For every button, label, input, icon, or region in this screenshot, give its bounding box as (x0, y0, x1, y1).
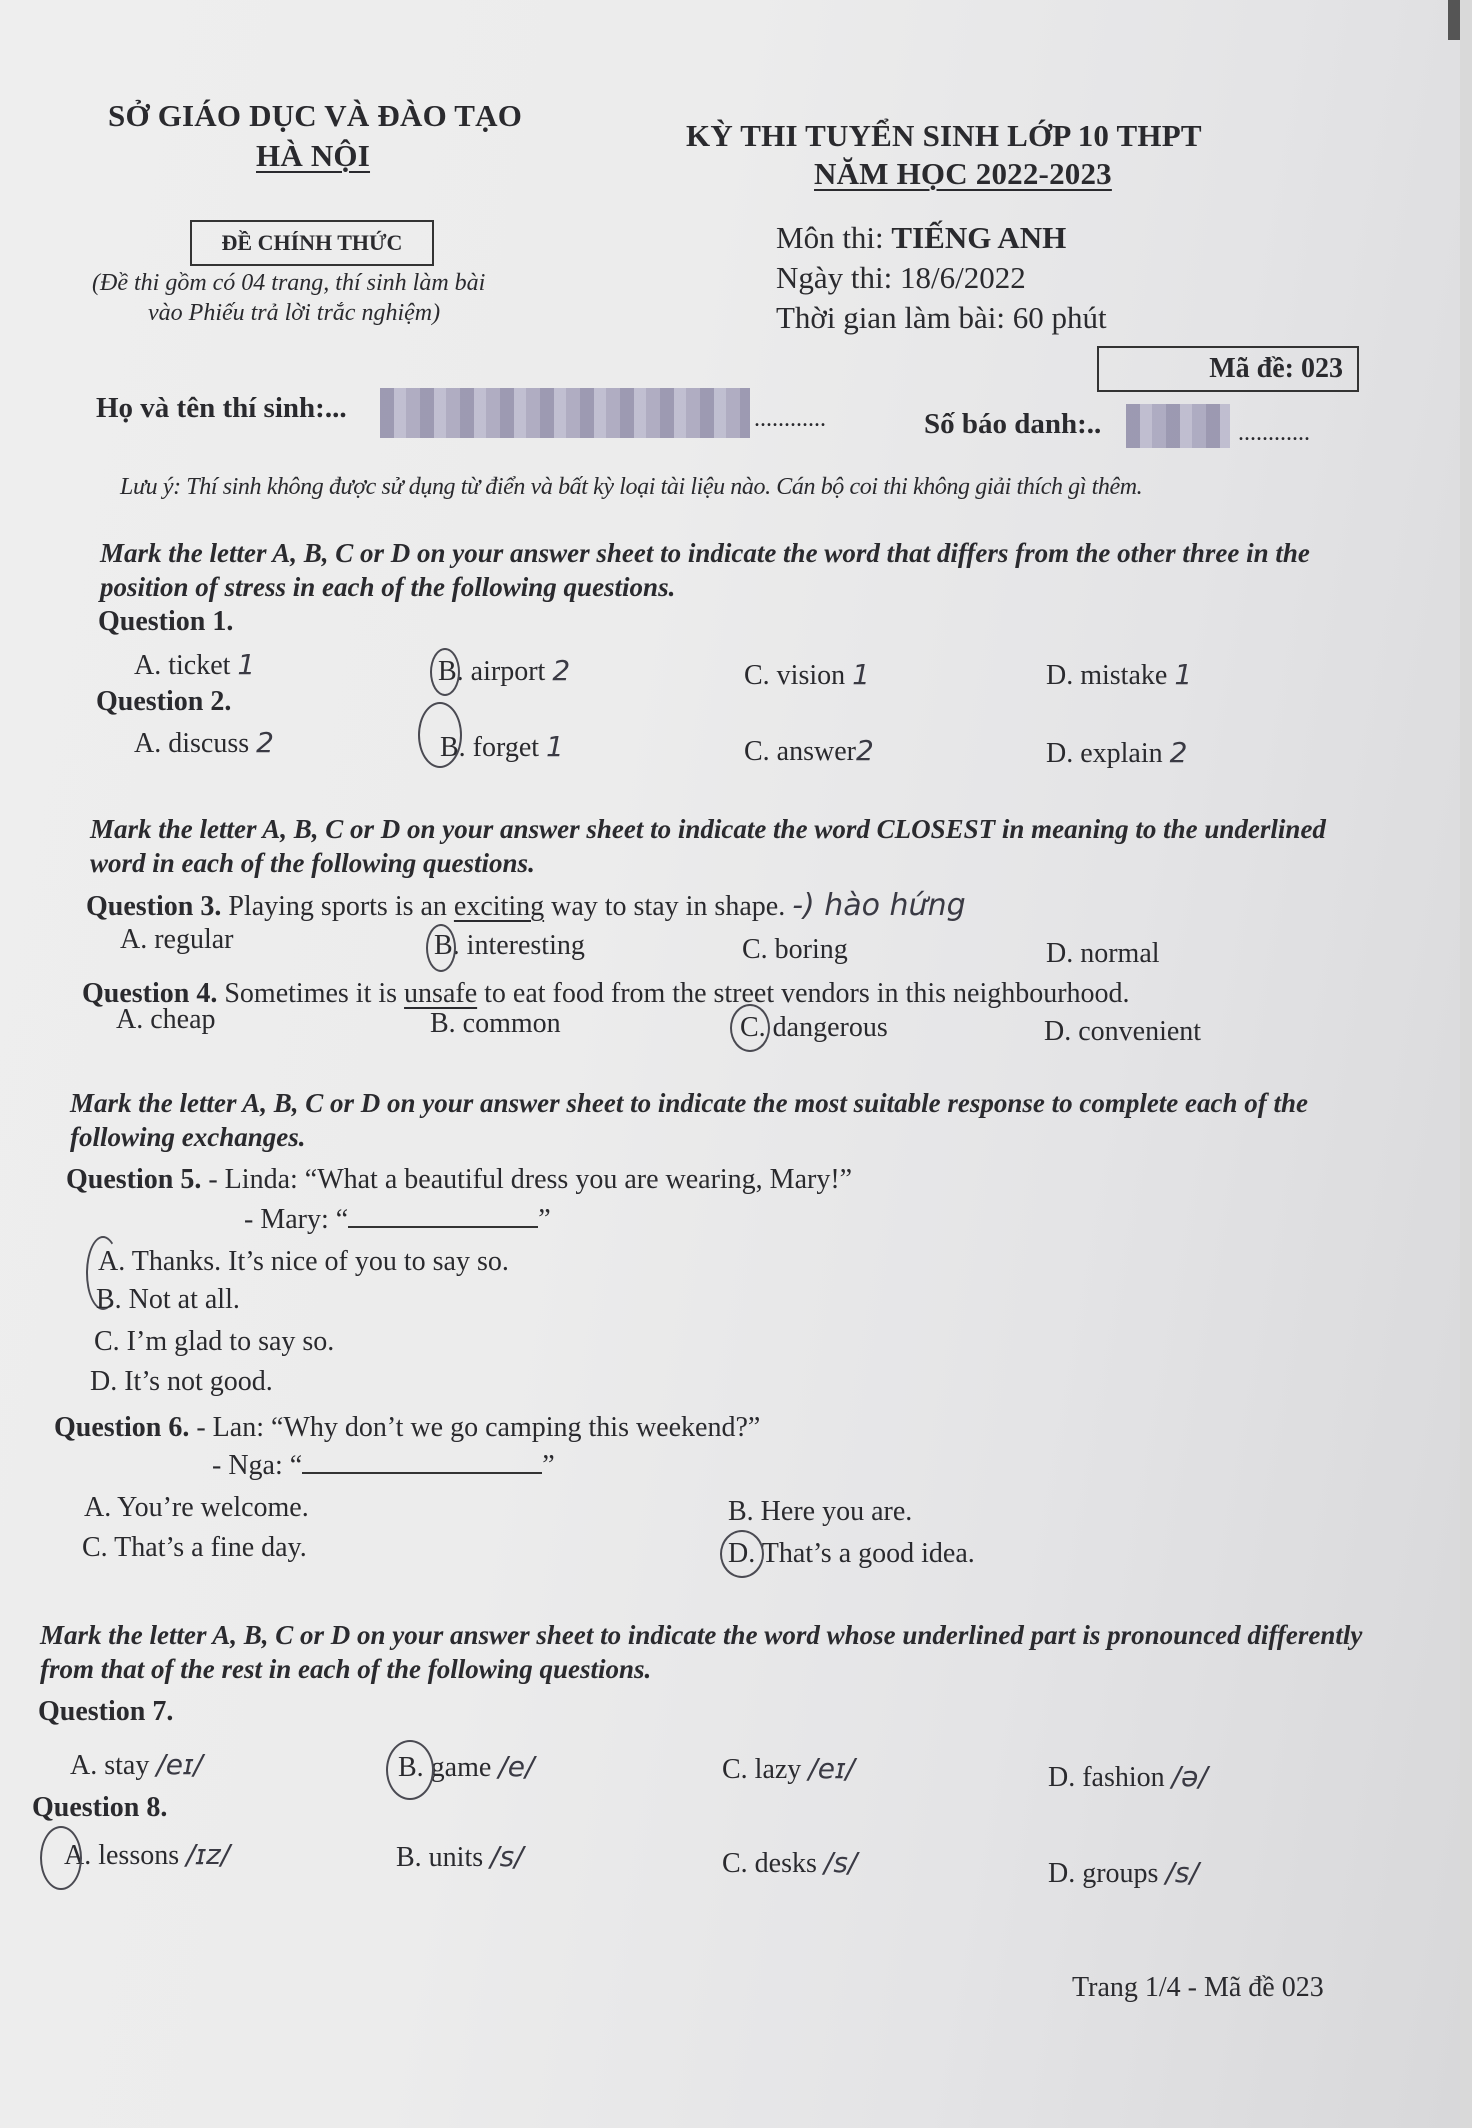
q5-blank (348, 1226, 538, 1228)
exam-date: Ngày thi: 18/6/2022 (776, 260, 1026, 295)
q2-option-c[interactable]: C. answer2 (744, 734, 874, 767)
q4-option-c[interactable]: C. dangerous (740, 1012, 888, 1043)
exam-code-box (1097, 346, 1359, 392)
subject-line (776, 220, 1066, 256)
q3-underlined-word: exciting (453, 891, 545, 922)
q6-response-line: - Nga: “ ” (212, 1450, 555, 1481)
exchanges-instruction: Mark the letter A, B, C or D on your answer sheet to indicate the most suitable response to complete each of the following exchanges. (70, 1088, 1309, 1152)
candidate-name-label: Họ và tên thí sinh:... (96, 392, 347, 424)
q6-option-d[interactable]: D. That’s a good idea. (728, 1538, 975, 1569)
pronunciation-instruction: Mark the letter A, B, C or D on your answer sheet to indicate the word whose underlined part is pronounced differently from that of the rest in each of the following questions. (40, 1620, 1363, 1684)
q5-option-a[interactable]: A. Thanks. It’s nice of you to say so. (98, 1246, 509, 1277)
q8-option-a[interactable]: A. lessons /ɪz/ (64, 1838, 231, 1871)
exam-code: Mã đề: 023 (1209, 353, 1343, 384)
q3-handwritten-note: -) hào hứng (792, 888, 966, 923)
q8-label: Question 8. (32, 1792, 168, 1823)
q3-answer-circle (426, 924, 456, 972)
q3-option-c[interactable]: C. boring (742, 934, 848, 965)
official-note-line1: (Đề thi gồm có 04 trang, thí sinh làm bài (92, 270, 486, 296)
q4-underlined-word: unsafe (404, 978, 478, 1009)
q7-option-c[interactable]: C. lazy /eɪ/ (722, 1752, 855, 1785)
q1-option-a[interactable]: A. ticket 1 (134, 648, 256, 681)
official-note-line2: vào Phiếu trả lời trắc nghiệm) (148, 300, 441, 326)
q8-option-b[interactable]: B. units /s/ (396, 1840, 524, 1873)
q4-option-b[interactable]: B. common (430, 1008, 561, 1039)
q2-option-d[interactable]: D. explain 2 (1046, 736, 1188, 769)
official-label: ĐỀ CHÍNH THỨC (221, 230, 403, 255)
q2-option-b[interactable]: B. forget 1 (440, 730, 564, 763)
department-line1: SỞ GIÁO DỤC VÀ ĐÀO TẠO (108, 98, 523, 133)
q4-stem: Question 4. Sometimes it is unsafe to eat food from the street vendors in this neighbourhood. (82, 978, 1130, 1009)
q1-option-d[interactable]: D. mistake 1 (1046, 658, 1193, 691)
closest-instruction: Mark the letter A, B, C or D on your answer sheet to indicate the word CLOSEST in meaning to the underlined word in each of the following questions. (90, 814, 1326, 878)
candidate-id-dots: ............ (1238, 420, 1310, 446)
q4-option-d[interactable]: D. convenient (1044, 1016, 1202, 1047)
candidate-id-label: Số báo danh:.. (924, 408, 1102, 440)
exam-notice: Lưu ý: Thí sinh không được sử dụng từ điển và bất kỳ loại tài liệu nào. Cán bộ coi thi không giải thích gì thêm. (120, 474, 1143, 500)
q6-answer-circle (720, 1530, 764, 1578)
q8-option-c[interactable]: C. desks /s/ (722, 1846, 858, 1879)
subject-value: TIẾNG ANH (891, 220, 1067, 255)
stress-instruction: Mark the letter A, B, C or D on your answer sheet to indicate the word that differs from the other three in the position of stress in each of the following questions. (100, 538, 1310, 602)
q6-option-b[interactable]: B. Here you are. (728, 1496, 913, 1527)
q7-option-b[interactable]: B. game /e/ (398, 1750, 535, 1783)
redacted-id (1126, 404, 1230, 448)
q2-answer-circle (418, 702, 462, 768)
q6-blank (302, 1472, 542, 1474)
q5-response-line: - Mary: “ ” (244, 1204, 551, 1235)
q7-answer-circle (386, 1740, 434, 1800)
q5-option-b[interactable]: B. Not at all. (96, 1284, 240, 1315)
q6-option-c[interactable]: C. That’s a fine day. (82, 1532, 307, 1563)
exam-title-line1: KỲ THI TUYỂN SINH LỚP 10 THPT (686, 118, 1202, 153)
subject-label: Môn thi: (776, 220, 892, 255)
q3-stem: Question 3. Playing sports is an exciting way to stay in shape. -) hào hứng (86, 888, 966, 923)
q7-label: Question 7. (38, 1696, 174, 1727)
q3-option-a[interactable]: A. regular (120, 924, 234, 955)
q7-option-d[interactable]: D. fashion /ə/ (1048, 1760, 1208, 1793)
candidate-name-dots: ............ (754, 406, 826, 432)
exam-duration: Thời gian làm bài: 60 phút (776, 300, 1107, 335)
q2-label: Question 2. (96, 686, 232, 717)
q4-option-a[interactable]: A. cheap (116, 1004, 216, 1035)
q5-stem: Question 5. - Linda: “What a beautiful dress you are wearing, Mary!” (66, 1164, 853, 1195)
q8-option-d[interactable]: D. groups /s/ (1048, 1856, 1199, 1889)
q2-option-a[interactable]: A. discuss 2 (134, 726, 274, 759)
exam-title-line2: NĂM HỌC 2022-2023 (814, 156, 1112, 191)
q6-option-a[interactable]: A. You’re welcome. (84, 1492, 309, 1523)
q3-option-b[interactable]: B. interesting (434, 930, 585, 961)
official-exam-box (190, 220, 434, 266)
q6-stem: Question 6. - Lan: “Why don’t we go camping this weekend?” (54, 1412, 761, 1443)
q1-label: Question 1. (98, 606, 234, 637)
q5-option-d[interactable]: D. It’s not good. (90, 1366, 273, 1397)
department-line2: HÀ NỘI (256, 138, 371, 173)
redacted-name (380, 388, 750, 438)
q1-option-c[interactable]: C. vision 1 (744, 658, 870, 691)
page-edge-shadow (1448, 0, 1460, 40)
q5-option-c[interactable]: C. I’m glad to say so. (94, 1326, 335, 1357)
page-footer: Trang 1/4 - Mã đề 023 (1072, 1972, 1324, 2003)
q8-answer-circle (40, 1826, 82, 1890)
q4-answer-circle (730, 1004, 770, 1052)
q1-option-b[interactable]: B. airport 2 (438, 654, 571, 687)
q7-option-a[interactable]: A. stay /eɪ/ (70, 1748, 203, 1781)
q1-answer-circle (430, 648, 460, 696)
q3-option-d[interactable]: D. normal (1046, 938, 1160, 969)
